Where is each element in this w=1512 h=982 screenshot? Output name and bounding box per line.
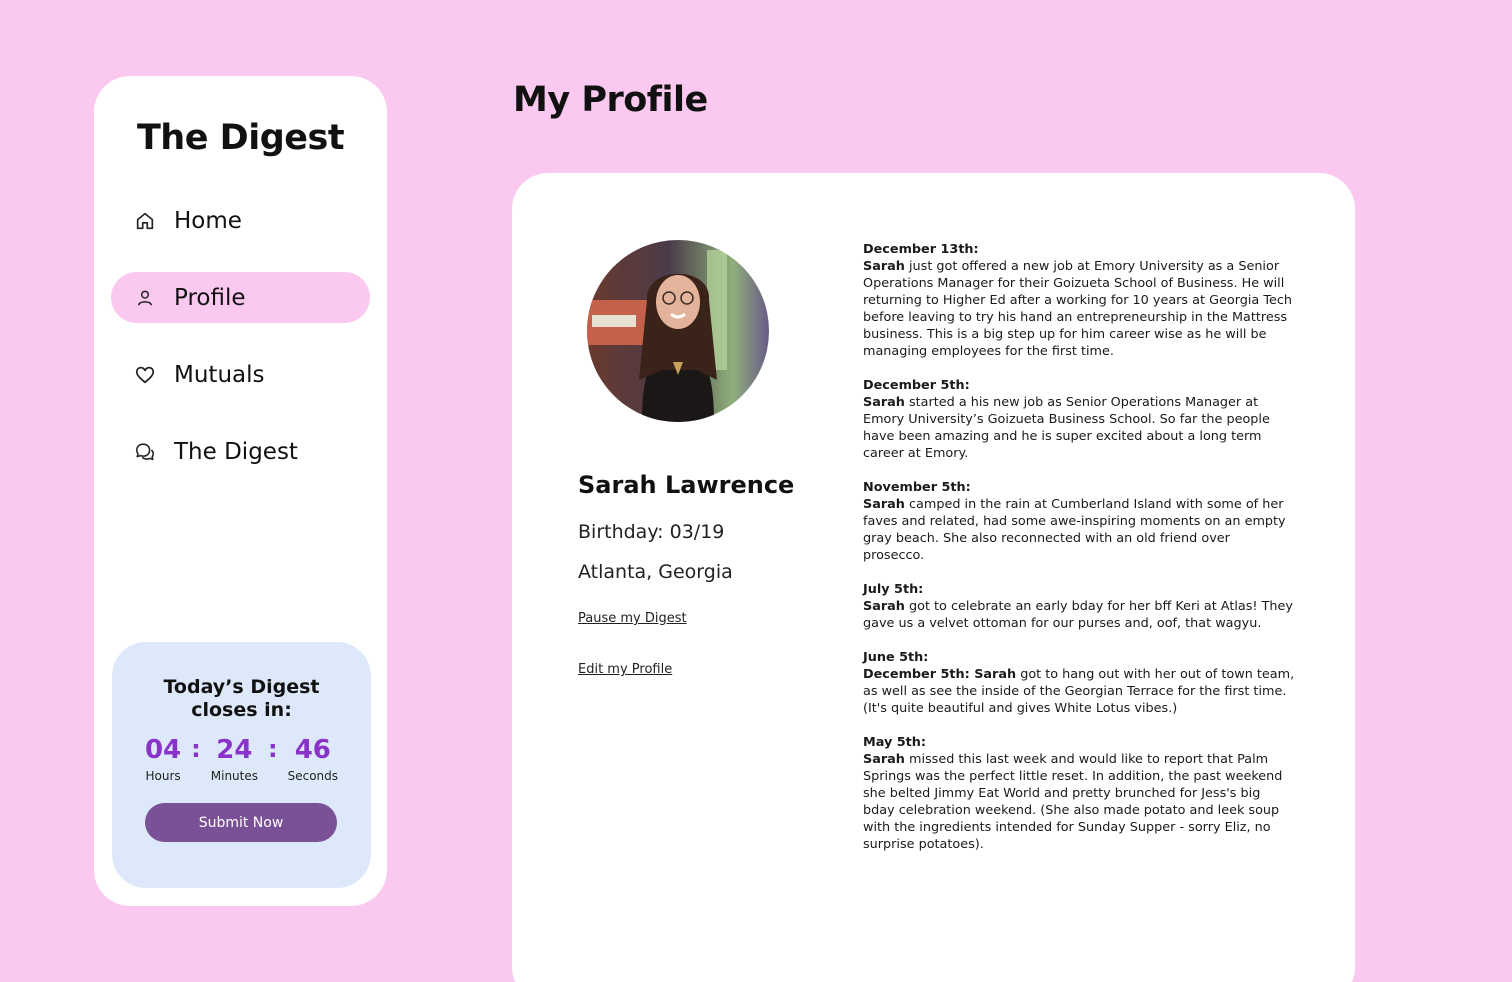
feed-entry — [863, 479, 1295, 564]
profile-birthday: Birthday: 03/19 — [578, 521, 725, 543]
timer-hours-value: 04 — [144, 735, 182, 765]
entry-body — [863, 258, 1295, 360]
timer-minutes-value: 24 — [216, 735, 253, 765]
entry-text: got to hang out with her out of town team, as well as see the inside of the Georgian Terrace for the first time. (It's quite beautiful and gives White Lotus vibes.) — [863, 667, 1295, 716]
home-icon — [133, 209, 157, 233]
entry-date: December 13th: — [863, 242, 979, 257]
feed-entry — [863, 377, 1295, 462]
pause-digest-link[interactable]: Pause my Digest — [578, 611, 687, 626]
entry-subject: Sarah — [863, 259, 905, 274]
heart-icon — [133, 363, 157, 387]
entry-text: just got offered a new job at Emory University as a Senior Operations Manager for their Goizueta School of Business. He will returning to Higher Ed after a working for 10 years at Georgia Tech before leaving to try his hand an entrepreneurship in the Mattress business. This is a big step up for him career wise as he will be managing employees for the first time. — [863, 259, 1292, 359]
sidebar-item-home[interactable] — [111, 195, 370, 246]
chat-bubbles-icon — [133, 440, 157, 464]
sidebar-item-label: The Digest — [174, 438, 298, 465]
entry-subject: Sarah — [863, 395, 905, 410]
sidebar-item-mutuals[interactable] — [111, 349, 370, 400]
submit-now-button[interactable]: Submit Now — [145, 803, 337, 842]
entry-body — [863, 394, 1295, 462]
countdown — [112, 735, 371, 783]
profile-location: Atlanta, Georgia — [578, 561, 733, 583]
entry-body — [863, 751, 1295, 853]
feed-entry — [863, 581, 1295, 632]
timer-hours — [145, 735, 181, 783]
timer-hours-label: Hours — [145, 769, 181, 783]
entry-body — [863, 666, 1295, 717]
page-title: My Profile — [513, 80, 708, 120]
entry-date: July 5th: — [863, 582, 924, 597]
sidebar — [94, 76, 387, 906]
entry-text: missed this last week and would like to report that Palm Springs was the perfect little reset. In addition, the past weekend she belted Jimmy Eat World and pretty brunched for Jess's big bday celebration weekend. (She also made potato and leek soup with the ingredients intended for Sunday Supper - sorry Eliz, no surprise potatoes). — [863, 752, 1283, 852]
sidebar-item-profile[interactable] — [111, 272, 370, 323]
avatar — [587, 240, 769, 422]
entry-date: June 5th: — [863, 650, 929, 665]
timer-minutes — [211, 735, 258, 783]
digest-feed — [863, 241, 1295, 870]
entry-date: November 5th: — [863, 480, 971, 495]
feed-entry — [863, 649, 1295, 717]
entry-body — [863, 598, 1295, 632]
entry-subject: Sarah — [863, 599, 905, 614]
edit-profile-link[interactable]: Edit my Profile — [578, 662, 673, 677]
digest-timer-card — [112, 642, 371, 888]
sidebar-item-label: Profile — [174, 284, 246, 311]
timer-separator: : — [268, 735, 278, 763]
feed-entry — [863, 241, 1295, 360]
entry-text: camped in the rain at Cumberland Island with some of her faves and related, had some awe-inspiring moments on an empty gray beach. She also reconnected with an old friend over prosecco. — [863, 497, 1286, 563]
timer-separator: : — [191, 735, 201, 763]
brand-title: The Digest — [136, 118, 345, 158]
feed-entry — [863, 734, 1295, 853]
sidebar-item-label: Home — [174, 207, 242, 234]
timer-seconds-label: Seconds — [287, 769, 339, 783]
entry-date: May 5th: — [863, 735, 927, 750]
entry-body — [863, 496, 1295, 564]
timer-seconds-value: 46 — [294, 735, 331, 765]
entry-date: December 5th: — [863, 378, 970, 393]
entry-subject: December 5th: Sarah — [863, 667, 1017, 682]
user-icon — [133, 286, 157, 310]
sidebar-item-the-digest[interactable] — [111, 426, 370, 477]
sidebar-item-label: Mutuals — [174, 361, 265, 388]
timer-seconds — [288, 735, 338, 783]
profile-name: Sarah Lawrence — [578, 471, 795, 499]
entry-text: got to celebrate an early bday for her bff Keri at Atlas! They gave us a velvet ottoman for our purses and, oof, that wagyu. — [863, 599, 1293, 631]
entry-subject: Sarah — [863, 497, 905, 512]
entry-text: started a his new job as Senior Operations Manager at Emory University’s Goizueta Business School. So far the people have been amazing and he is super excited about a long term career at Emory. — [863, 395, 1270, 461]
timer-title: Today’s Digest closes in: — [163, 676, 320, 721]
entry-subject: Sarah — [863, 752, 905, 767]
profile-card — [512, 173, 1355, 982]
timer-minutes-label: Minutes — [210, 769, 258, 783]
